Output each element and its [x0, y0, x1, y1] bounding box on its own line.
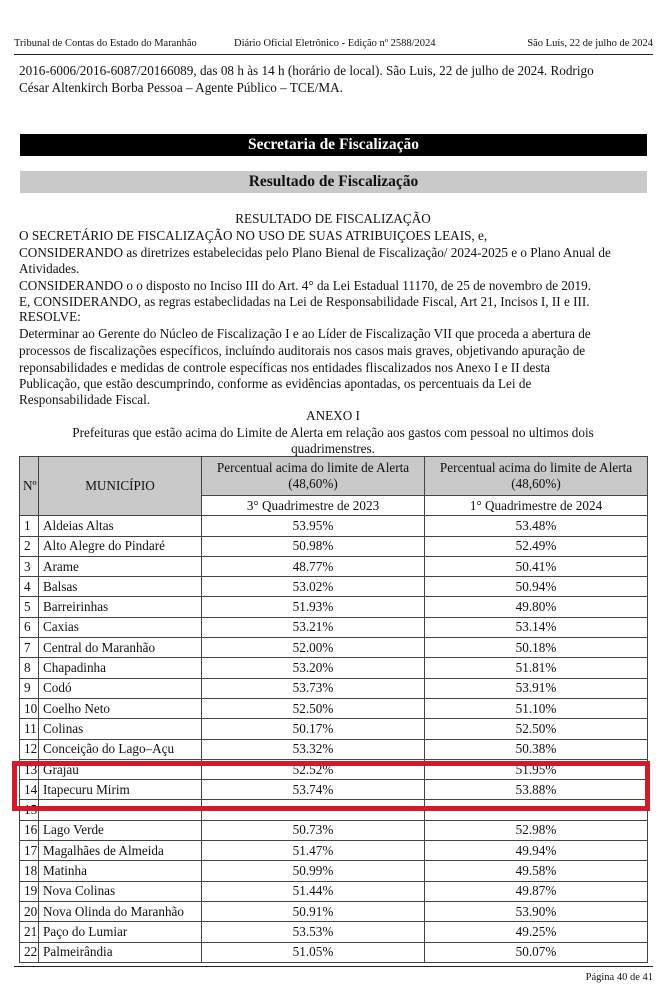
intro-line-2: César Altenkirch Borba Pessoa – Agente Público – TCE/MA.: [19, 80, 343, 95]
header-edition: Diário Oficial Eletrônico - Edição nº 2588/2024: [234, 38, 436, 49]
row-percent-2024: 49.80%: [425, 597, 648, 617]
row-number: 3: [20, 556, 39, 576]
header-quadrimestre-2023: 3° Quadrimestre de 2023: [202, 496, 425, 516]
row-municipio: Itapecuru Mirim: [39, 780, 202, 800]
row-percent-2023: 52.52%: [202, 759, 425, 779]
row-percent-2023: 50.98%: [202, 536, 425, 556]
table-row: [20, 881, 648, 901]
table-row: [20, 922, 648, 942]
row-municipio: Paço do Lumiar: [39, 922, 202, 942]
table-row: [20, 739, 648, 759]
page-footer: [14, 966, 653, 983]
header-number: Nº: [20, 457, 39, 516]
row-municipio: Matinha: [39, 861, 202, 881]
row-municipio: Alto Alegre do Pindaré: [39, 536, 202, 556]
body-line-determinar-e: Responsabilidade Fiscal.: [19, 392, 151, 407]
row-percent-2023: 51.05%: [202, 942, 425, 962]
row-number: 8: [20, 658, 39, 678]
row-number: 15: [20, 800, 39, 820]
row-number: 13: [20, 759, 39, 779]
row-municipio: Conceição do Lago–Açu: [39, 739, 202, 759]
row-percent-2024: 53.90%: [425, 901, 648, 921]
row-number: 17: [20, 841, 39, 861]
body-line-resolve: RESOLVE:: [19, 309, 81, 324]
table-row: [20, 577, 648, 597]
table-row: [20, 841, 648, 861]
row-percent-2023: 51.47%: [202, 841, 425, 861]
header-date: São Luís, 22 de julho de 2024: [527, 38, 653, 49]
row-municipio: Grajaú: [39, 759, 202, 779]
row-number: 18: [20, 861, 39, 881]
body-line-considerando-2: CONSIDERANDO o o disposto no Inciso III do Art. 4° da Lei Estadual 11170, de 25 de novembro de 2019.: [19, 278, 592, 293]
row-municipio: Balsas: [39, 577, 202, 597]
row-municipio: Lago Verde: [39, 820, 202, 840]
body-line-determinar-d: Publicação, que estão descumprindo, conforme as evidências apontadas, os percentuais da Lei de: [19, 376, 532, 391]
row-municipio: Aldeias Altas: [39, 516, 202, 536]
row-percent-2023: 53.02%: [202, 577, 425, 597]
header-quadrimestre-2024: 1° Quadrimestre de 2024: [425, 496, 648, 516]
row-percent-2023: 50.73%: [202, 820, 425, 840]
row-percent-2023: 53.53%: [202, 922, 425, 942]
row-number: 19: [20, 881, 39, 901]
row-number: 21: [20, 922, 39, 942]
row-percent-2024: 49.87%: [425, 881, 648, 901]
table-row: [20, 719, 648, 739]
header-percent-col-2: [425, 457, 648, 496]
row-percent-2024: 50.94%: [425, 577, 648, 597]
row-percent-2024: 52.98%: [425, 820, 648, 840]
row-percent-2023: 48.77%: [202, 556, 425, 576]
row-percent-2024: 50.07%: [425, 942, 648, 962]
row-number: 20: [20, 901, 39, 921]
body-line-considerando-3: E, CONSIDERANDO, as regras estabeclidadas na Lei de Responsabilidade Fiscal, Art 21, Incisos I, II e III.: [19, 294, 590, 309]
row-percent-2024: 53.14%: [425, 617, 648, 637]
row-municipio: Codó: [39, 678, 202, 698]
page-header: [14, 38, 653, 55]
row-percent-2023: 50.17%: [202, 719, 425, 739]
header-percent-col-1: [202, 457, 425, 496]
row-percent-2024: 50.41%: [425, 556, 648, 576]
table-row: [20, 942, 648, 962]
section-band-secretaria: Secretaria de Fiscalização: [20, 134, 647, 156]
table-row: [20, 617, 648, 637]
row-municipio: Palmeirândia: [39, 942, 202, 962]
row-municipio: Nova Olinda do Maranhão: [39, 901, 202, 921]
row-percent-2024: 51.95%: [425, 759, 648, 779]
table-row: [20, 820, 648, 840]
row-number: 1: [20, 516, 39, 536]
table-row: [20, 536, 648, 556]
row-percent-2023: 53.95%: [202, 516, 425, 536]
body-title: RESULTADO DE FISCALIZAÇÃO: [235, 211, 431, 226]
header-municipio: MUNICÍPIO: [39, 457, 202, 516]
row-percent-2023: 53.74%: [202, 780, 425, 800]
row-percent-2023: 52.50%: [202, 698, 425, 718]
row-municipio: Coelho Neto: [39, 698, 202, 718]
row-percent-2023: 51.93%: [202, 597, 425, 617]
row-percent-2023: 53.32%: [202, 739, 425, 759]
header-percent-col-2-line-2: (48,60%): [511, 476, 561, 491]
table-row: [20, 658, 648, 678]
annex-title: ANEXO I: [306, 408, 360, 423]
body-line-determinar-b: processos de fiscalizações específicos, incluíndo auditorais nos casos mais graves, objetivando apuração de: [19, 343, 586, 358]
row-number: 14: [20, 780, 39, 800]
header-percent-col-1-line-2: (48,60%): [288, 476, 338, 491]
body-line-determinar-a: Determinar ao Gerente do Núcleo de Fiscalização I e ao Líder de Fiscalização VII que proceda a abertura de: [19, 326, 591, 341]
row-percent-2024: 53.91%: [425, 678, 648, 698]
row-number: 22: [20, 942, 39, 962]
table-row: [20, 638, 648, 658]
row-municipio: Chapadinha: [39, 658, 202, 678]
table-row: [20, 901, 648, 921]
table-row: [20, 861, 648, 881]
row-percent-2024: 51.81%: [425, 658, 648, 678]
row-percent-2024: 50.18%: [425, 638, 648, 658]
body-line-determinar-c: reponsabilidades e medidas de controle específicas nos entidades fliscalizados nos Anexo I e II desta: [19, 360, 550, 375]
annex-description-1: Prefeituras que estão acima do Limite de Alerta em relação aos gastos com pessoal no ultimos dois: [72, 425, 594, 440]
row-percent-2024: 49.25%: [425, 922, 648, 942]
table-row: [20, 698, 648, 718]
highlight-box: [12, 761, 650, 811]
body-line-secretario: O SECRETÁRIO DE FISCALIZAÇÃO NO USO DE SUAS ATRIBUIÇOES LEAIS, e,: [19, 228, 488, 243]
row-number: 9: [20, 678, 39, 698]
row-number: 6: [20, 617, 39, 637]
body-line-considerando-1a: CONSIDERANDO as diretrizes estabelecidas pelo Plano Bienal de Fiscalização/ 2024-2025 e o Plano Anual de: [19, 245, 611, 260]
page-number: Página 40 de 41: [585, 972, 653, 983]
row-percent-2023: 53.20%: [202, 658, 425, 678]
row-percent-2024: 52.50%: [425, 719, 648, 739]
row-municipio: Nova Colinas: [39, 881, 202, 901]
row-percent-2024: 51.10%: [425, 698, 648, 718]
row-percent-2024: 50.38%: [425, 739, 648, 759]
row-number: 11: [20, 719, 39, 739]
row-number: 2: [20, 536, 39, 556]
row-percent-2024: 53.48%: [425, 516, 648, 536]
row-municipio: Barreirinhas: [39, 597, 202, 617]
row-percent-2024: 49.58%: [425, 861, 648, 881]
row-municipio: Central do Maranhão: [39, 638, 202, 658]
header-publisher: Tribunal de Contas do Estado do Maranhão: [14, 38, 197, 49]
row-number: 16: [20, 820, 39, 840]
header-percent-col-2-line-1: Percentual acima do limite de Alerta: [439, 460, 633, 475]
row-percent-2023: 51.44%: [202, 881, 425, 901]
header-percent-col-1-line-1: Percentual acima do limite de Alerta: [216, 460, 410, 475]
row-percent-2023: 53.73%: [202, 678, 425, 698]
row-municipio: Caxias: [39, 617, 202, 637]
row-percent-2023: 50.99%: [202, 861, 425, 881]
annex-description-2: quadrimenstres.: [291, 441, 375, 456]
table-row: [20, 516, 648, 536]
row-percent-2023: 52.00%: [202, 638, 425, 658]
annex-table: [19, 456, 648, 963]
row-number: 12: [20, 739, 39, 759]
row-number: 10: [20, 698, 39, 718]
row-municipio: Magalhães de Almeida: [39, 841, 202, 861]
row-percent-2024: 49.94%: [425, 841, 648, 861]
row-percent-2024: 53.88%: [425, 780, 648, 800]
body-line-considerando-1b: Atividades.: [19, 261, 80, 276]
row-percent-2023: 50.91%: [202, 901, 425, 921]
row-municipio: Colinas: [39, 719, 202, 739]
row-number: 7: [20, 638, 39, 658]
row-percent-2024: 52.49%: [425, 536, 648, 556]
row-number: 4: [20, 577, 39, 597]
row-percent-2023: 53.21%: [202, 617, 425, 637]
table-row: [20, 556, 648, 576]
row-municipio: Arame: [39, 556, 202, 576]
row-number: 5: [20, 597, 39, 617]
table-row: [20, 597, 648, 617]
section-band-resultado: Resultado de Fiscalização: [20, 171, 647, 193]
table-row: [20, 678, 648, 698]
intro-line-1: 2016-6006/2016-6087/20166089, das 08 h às 14 h (horário de local). São Luis, 22 de julho de 2024. Rodrigo: [19, 63, 594, 78]
